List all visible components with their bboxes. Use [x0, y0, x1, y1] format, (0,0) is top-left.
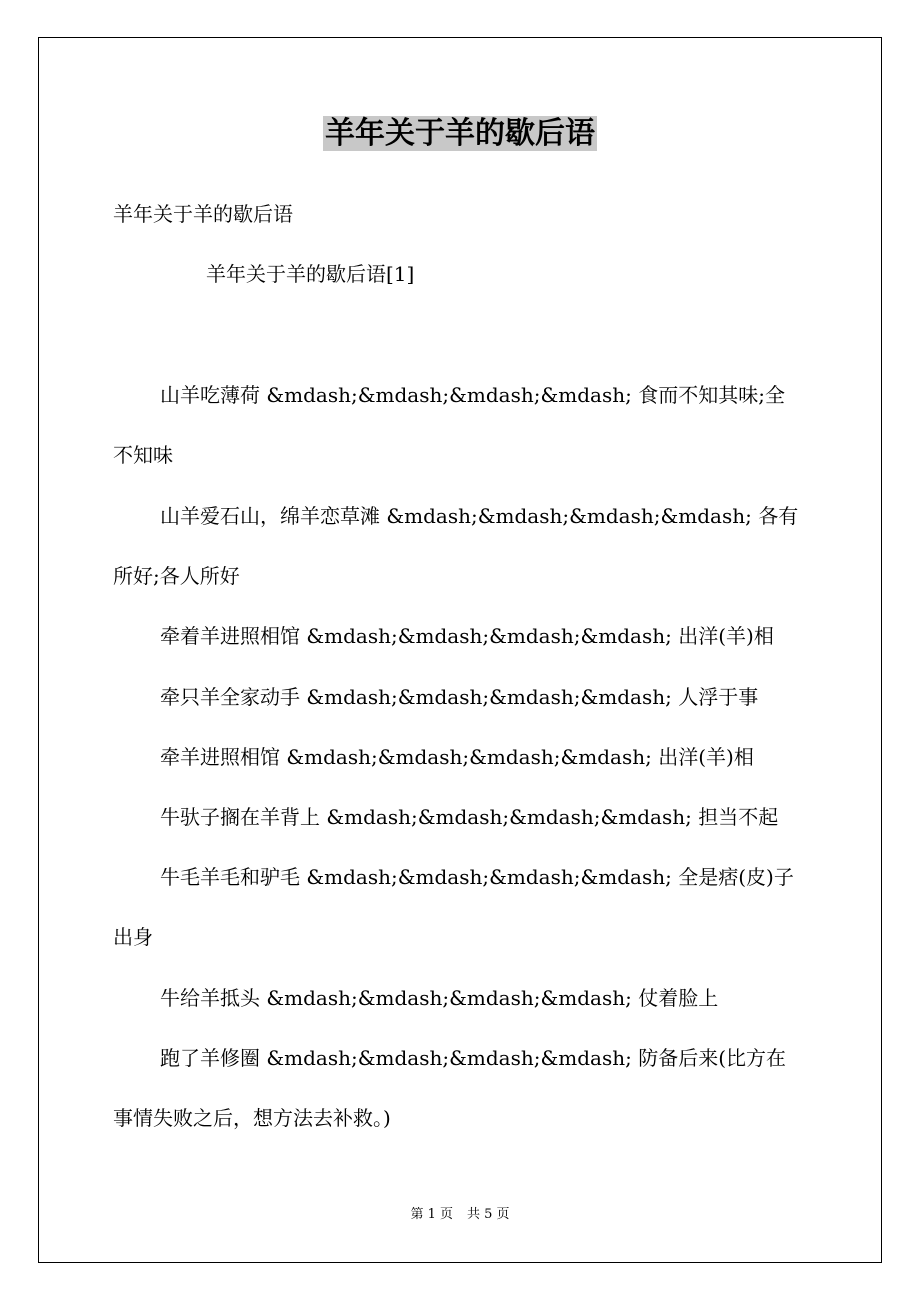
subtitle: 羊年关于羊的歇后语 [113, 202, 293, 226]
text-line: 牛毛羊毛和驴毛 &mdash;&mdash;&mdash;&mdash; 全是痞(皮)子 [160, 865, 794, 889]
text-line: 牛给羊抵头 &mdash;&mdash;&mdash;&mdash; 仗着脸上 [160, 986, 719, 1010]
page-total: 共 5 页 [467, 1207, 510, 1222]
text-line: 山羊吃薄荷 &mdash;&mdash;&mdash;&mdash; 食而不知其味;全 [160, 383, 785, 407]
document-title [0, 112, 920, 156]
text-line: 所好;各人所好 [113, 564, 240, 588]
text-line: 跑了羊修圈 &mdash;&mdash;&mdash;&mdash; 防备后来(比方在 [160, 1046, 787, 1070]
text-line: 事情失败之后，想方法去补救。) [113, 1106, 391, 1130]
title-highlight: 羊年关于羊的歇后语 [325, 116, 595, 151]
text-line: 山羊爱石山，绵羊恋草滩 &mdash;&mdash;&mdash;&mdash; 各有 [160, 504, 799, 528]
text-line: 牵着羊进照相馆 &mdash;&mdash;&mdash;&mdash; 出洋(羊)相 [160, 624, 774, 648]
text-line: 牵羊进照相馆 &mdash;&mdash;&mdash;&mdash; 出洋(羊)相 [160, 745, 754, 769]
page-footer [0, 1205, 920, 1225]
section-heading: 羊年关于羊的歇后语[1] [206, 262, 415, 286]
page-number: 第 1 页 [410, 1207, 453, 1222]
text-line: 出身 [113, 925, 153, 949]
text-line: 牵只羊全家动手 &mdash;&mdash;&mdash;&mdash; 人浮于事 [160, 685, 759, 709]
text-line: 牛驮子搁在羊背上 &mdash;&mdash;&mdash;&mdash; 担当不起 [160, 805, 779, 829]
text-line: 不知味 [113, 443, 173, 467]
